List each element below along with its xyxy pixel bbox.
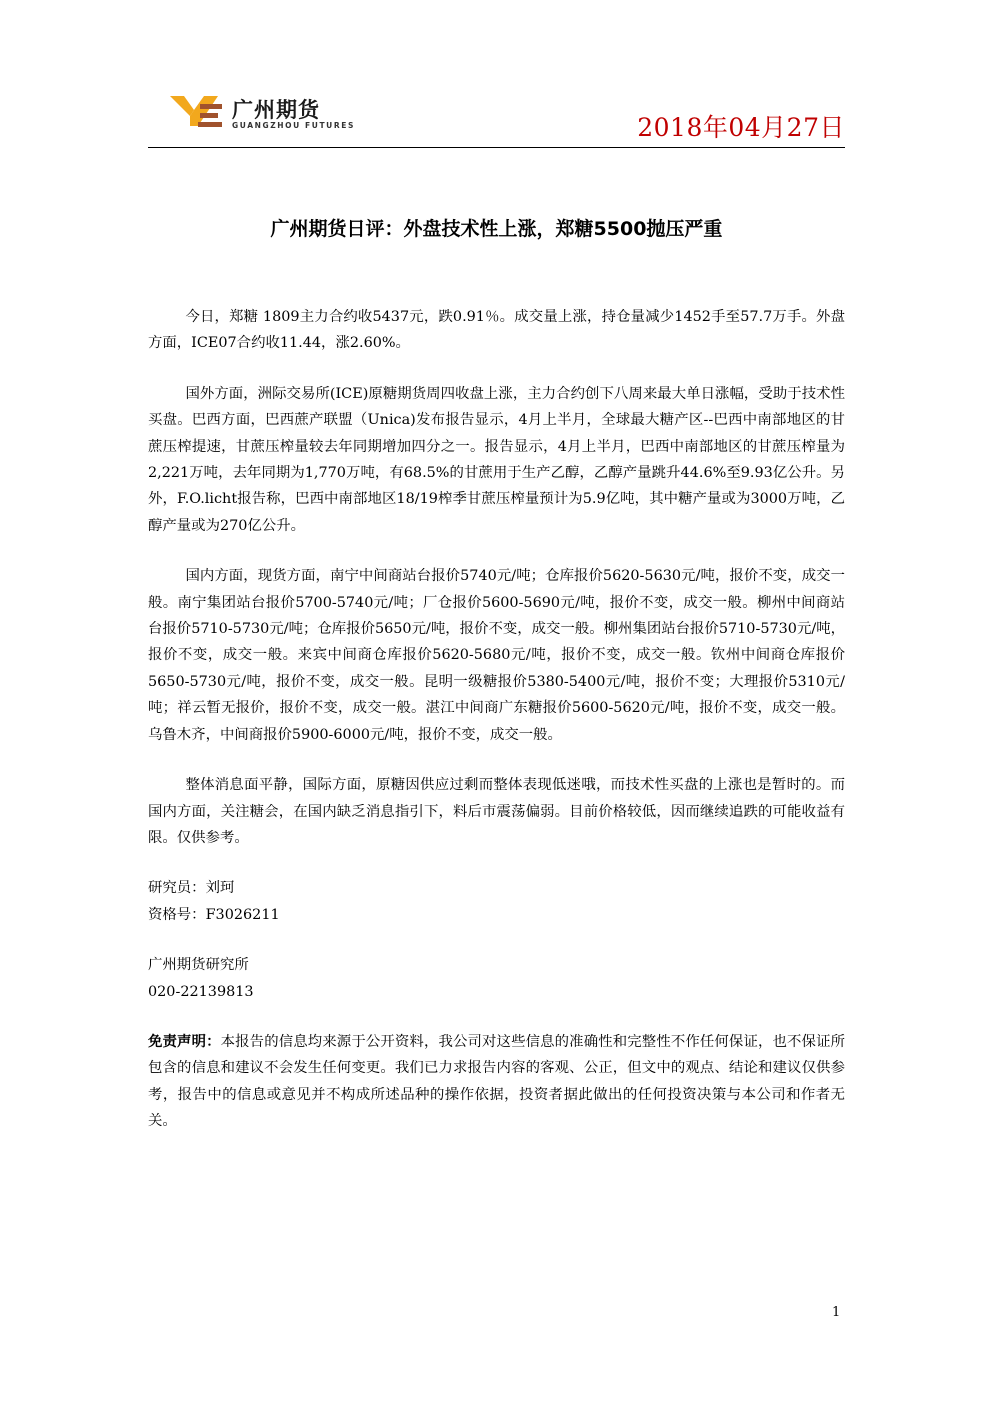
- paragraph-market-summary: 今日，郑糖 1809主力合约收5437元，跌0.91％。成交量上涨，持仓量减少1452手至57.7万手。外盘方面，ICE07合约收11.44，涨2.60%。: [148, 309, 845, 352]
- page-number: 1: [832, 1305, 841, 1320]
- report-title: 广州期货日评：外盘技术性上涨，郑糖5500抛压严重: [270, 218, 723, 240]
- researcher-name: 研究员：刘珂: [148, 880, 235, 897]
- report-date: 2018年04月27日: [637, 113, 845, 142]
- disclaimer-label: 免责声明：: [148, 1033, 221, 1050]
- paragraph-international: 国外方面，洲际交易所(ICE)原糖期货周四收盘上涨，主力合约创下八周来最大单日涨幅，受助于技术性买盘。巴西方面，巴西蔗产联盟（Unica)发布报告显示，4月上半月，全球最大糖产区--巴西中南部地区的甘蔗压榨提速，甘蔗压榨量较去年同期增加四分之一。报告显示，4月上半月，巴西中南部地区的甘蔗压榨量为2,221万吨，去年同期为1,770万吨，有68.5%的甘蔗用于生产乙醇，乙醇产量跳升44.6%至9.93亿公升。另外，F.O.licht报告称，巴西中南部地区18/19榨季甘蔗压榨量预计为5.9亿吨，其中糖产量或为3000万吨，乙醇产量或为270亿公升。: [148, 385, 845, 534]
- logo-text-en: GUANGZHOU FUTURES: [232, 121, 355, 130]
- institute-name: 广州期货研究所: [148, 957, 249, 974]
- institute-phone: 020-22139813: [148, 983, 254, 1000]
- researcher-license: 资格号：F3026211: [148, 906, 280, 923]
- paragraph-domestic: 国内方面，现货方面，南宁中间商站台报价5740元/吨；仓库报价5620-5630元/吨，报价不变，成交一般。南宁集团站台报价5700-5740元/吨；厂仓报价5600-5690元/吨，报价不变，成交一般。柳州中间商站台报价5710-5730元/吨；仓库报价5650元/吨，报价不变，成交一般。柳州集团站台报价5710-5730元/吨，报价不变，成交一般。来宾中间商仓库报价5620-5680元/吨，报价不变，成交一般。钦州中间商仓库报价5650-5730元/吨，报价不变，成交一般。昆明一级糖报价5380-5400元/吨，报价不变；大理报价5310元/吨；祥云暂无报价，报价不变，成交一般。湛江中间商广东糖报价5600-5620元/吨，报价不变，成交一般。乌鲁木齐，中间商报价5900-6000元/吨，报价不变，成交一般。: [148, 568, 845, 743]
- institute-info: [148, 952, 845, 1005]
- header-divider: [148, 147, 845, 148]
- disclaimer-text: 本报告的信息均来源于公开资料，我公司对这些信息的准确性和完整性不作任何保证，也不保证所包含的信息和建议不会发生任何变更。我们已力求报告内容的客观、公正，但文中的观点、结论和建议仅供参考，报告中的信息或意见并不构成所述品种的操作依据，投资者据此做出的任何投资决策与本公司和作者无关。: [148, 1033, 845, 1130]
- disclaimer: [148, 1029, 845, 1135]
- report-body: [148, 304, 845, 1135]
- page-header: [148, 86, 845, 148]
- company-logo: [170, 90, 380, 134]
- logo-mark-icon: [170, 90, 230, 134]
- researcher-info: [148, 875, 845, 928]
- paragraph-outlook: 整体消息面平静，国际方面，原糖因供应过剩而整体表现低迷哦，而技术性买盘的上涨也是暂时的。而国内方面，关注糖会，在国内缺乏消息指引下，料后市震荡偏弱。目前价格较低，因而继续追跌的可能收益有限。仅供参考。: [148, 777, 845, 846]
- logo-text-cn: 广州期货: [232, 98, 320, 122]
